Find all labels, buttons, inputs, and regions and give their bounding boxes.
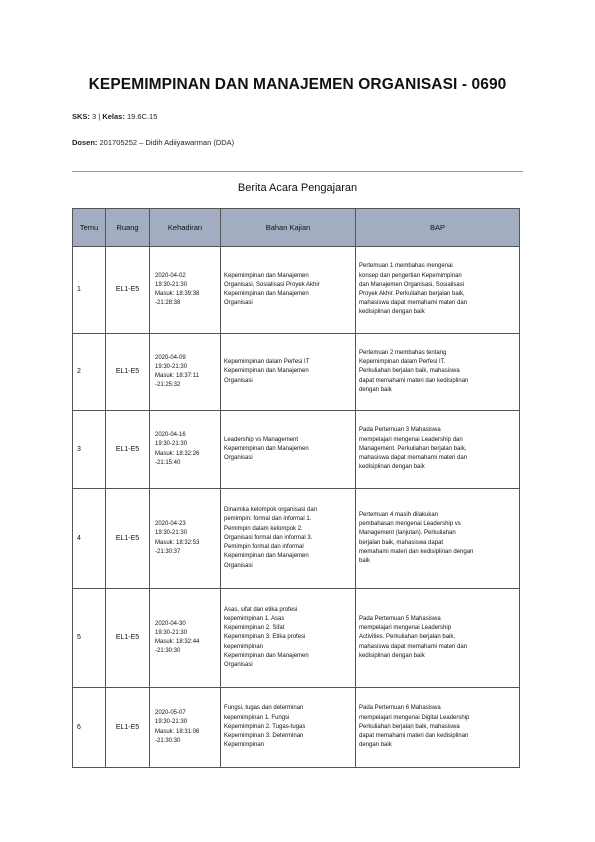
cell-bahan-kajian: Asas, sifat dan etika profesi kepemimpinan 1. Asas Kepemimpinan 2. Sifat Kepemimpinan 3. Etika profesi kepemimpinan Kepemimpinan dan Manajemen Organisasi	[221, 589, 356, 688]
cell-temu: 3	[73, 411, 106, 489]
cell-kehadiran: 2020-04-30 19:30-21:30 Masuk: 18:32:44 -21:30:30	[150, 589, 221, 688]
table-row	[73, 411, 520, 489]
col-header-ruang: Ruang	[106, 209, 150, 247]
cell-temu: 4	[73, 489, 106, 589]
table-row	[73, 334, 520, 411]
cell-bahan-kajian: Dinamika kelompok organisasi dan pemimpin: formal dan informal 1. Pemimpin dalam kelompok 2. Organisasi formal dan informal 3. Pemimpin formal dan informal Kepemimpinan dan Manajemen Organisasi	[221, 489, 356, 589]
cell-ruang: EL1-E5	[106, 334, 150, 411]
cell-kehadiran: 2020-04-23 19:30-21:30 Masuk: 18:32:53 -21:30:37	[150, 489, 221, 589]
course-meta	[72, 112, 157, 121]
attendance-table	[72, 208, 520, 768]
col-header-bap: BAP	[356, 209, 520, 247]
cell-bap: Pertemuan 2 membahas tentang Kepemimpinan dalam Perfesi IT. Perkuliahan berjalan baik, mahasiswa dapat memahami materi dan kedisiplinan dengan baik	[356, 334, 520, 411]
cell-temu: 2	[73, 334, 106, 411]
cell-temu: 6	[73, 688, 106, 768]
cell-bap: Pada Pertemuan 5 Mahasiswa mempelajari mengenai Leadership Activities. Perkuliahan berjalan baik, mahasiswa dapat memahami materi dan kedisiplinan dengan baik	[356, 589, 520, 688]
cell-temu: 1	[73, 247, 106, 334]
col-header-bahan-kajian: Bahan Kajian	[221, 209, 356, 247]
cell-bahan-kajian: Leadership vs Management Kepemimpinan dan Manajemen Organisasi	[221, 411, 356, 489]
cell-ruang: EL1-E5	[106, 247, 150, 334]
table-row	[73, 589, 520, 688]
dosen-label: Dosen:	[72, 138, 98, 147]
cell-bahan-kajian: Fungsi, tugas dan determinan kepemimpinan 1. Fungsi Kepemimpinan 2. Tugas-tugas Kepemimpinan 3. Determinan Kepemimpinan	[221, 688, 356, 768]
col-header-kehadiran: Kehadiran	[150, 209, 221, 247]
cell-ruang: EL1-E5	[106, 589, 150, 688]
kelas-value: 19.6C.15	[126, 112, 158, 121]
course-title: KEPEMIMPINAN DAN MANAJEMEN ORGANISASI - 0690	[88, 76, 507, 93]
cell-bap: Pada Pertemuan 6 Mahasiswa mempelajari mengenai Digital Leadership Perkuliahan berjalan baik, mahasiswa dapat memahami materi dan kedisiplinan dengan baik	[356, 688, 520, 768]
cell-ruang: EL1-E5	[106, 411, 150, 489]
table-header-row	[73, 209, 520, 247]
cell-ruang: EL1-E5	[106, 489, 150, 589]
sks-value: 3	[92, 112, 97, 121]
cell-kehadiran: 2020-04-02 19:30-21:30 Masuk: 18:39:38 -21:28:38	[150, 247, 221, 334]
dosen-value: 201705252 – Didih Adiiyawarman (DDA)	[99, 138, 235, 147]
col-header-temu: Temu	[73, 209, 106, 247]
cell-kehadiran: 2020-04-09 19:30-21:30 Masuk: 18:37:11 -21:25:32	[150, 334, 221, 411]
table-row	[73, 247, 520, 334]
cell-bahan-kajian: Kepemimpinan dan Manajemen Organisasi, Sosialisasi Proyek Akhir Kepemimpinan dan Manajemen Organisasi	[221, 247, 356, 334]
cell-bap: Pada Pertemuan 3 Mahasiswa mempelajari mengenai Leadership dan Management. Perkuliahan berjalan baik, mahasiswa dapat memahami materi dan kedisiplinan dengan baik	[356, 411, 520, 489]
cell-bap: Pertemuan 1 membahas mengenai konsep dan pengertian Kepemimpinan dan Manajemen Organisasi, Sosialisasi Proyek Akhir. Perkuliahan berjalan baik, mahasiswa dapat memahami materi dan kedisiplinan dengan baik	[356, 247, 520, 334]
section-title: Berita Acara Pengajaran	[237, 182, 358, 194]
sks-label: SKS:	[72, 112, 90, 121]
kelas-label: Kelas:	[102, 112, 125, 121]
divider	[72, 171, 523, 172]
cell-bap: Pertemuan 4 masih dilakukan pembahasan mengenai Leadership vs Management (lanjutan). Perkuliahan berjalan baik, mahasiswa dapat memahami materi dan kedisiplinan dengan baik	[356, 489, 520, 589]
cell-kehadiran: 2020-04-16 19:30-21:30 Masuk: 18:32:26 -21:15:40	[150, 411, 221, 489]
lecturer-meta	[72, 138, 234, 147]
table-row	[73, 688, 520, 768]
cell-ruang: EL1-E5	[106, 688, 150, 768]
cell-kehadiran: 2020-05-07 19:30-21:30 Masuk: 18:31:06 -21:30:30	[150, 688, 221, 768]
cell-bahan-kajian: Kepemimpinan dalam Perfesi IT Kepemimpinan dan Manajemen Organisasi	[221, 334, 356, 411]
cell-temu: 5	[73, 589, 106, 688]
meta-separator: |	[98, 112, 101, 121]
table-row	[73, 489, 520, 589]
